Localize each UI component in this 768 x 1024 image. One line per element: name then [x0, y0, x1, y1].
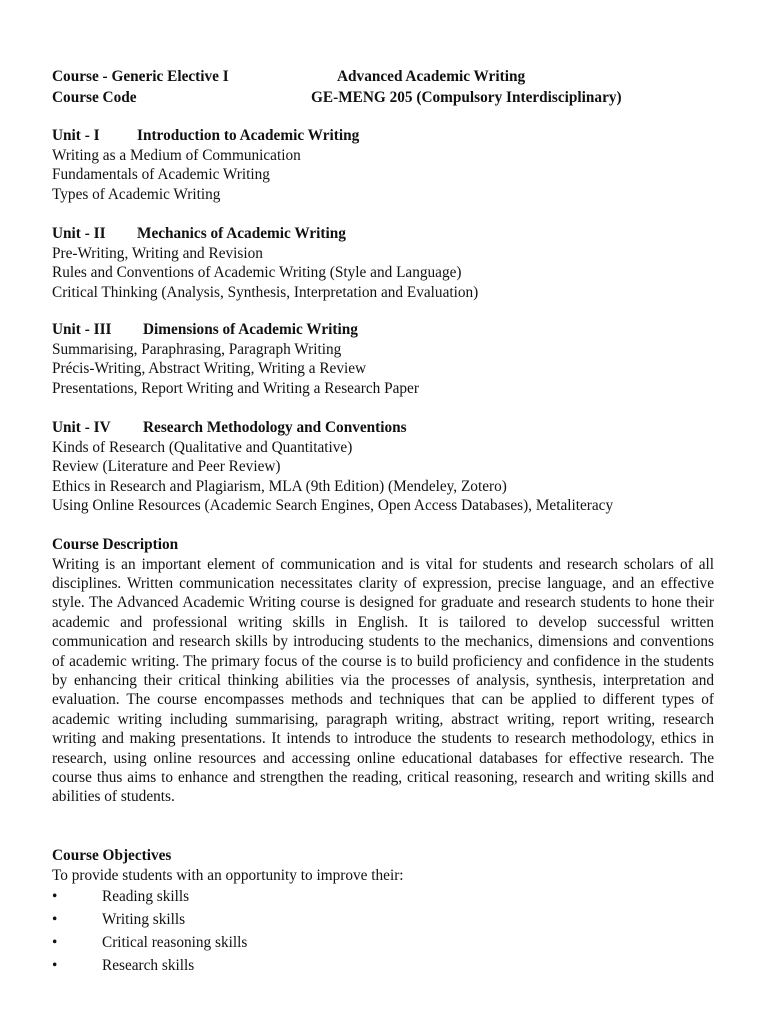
- bullet-icon: •: [52, 888, 58, 905]
- unit-4-heading: [52, 418, 714, 438]
- unit-3-item: Presentations, Report Writing and Writing a Research Paper: [52, 379, 419, 397]
- objectives-heading: Course Objectives: [52, 847, 172, 864]
- course-code-label: Course Code: [52, 89, 137, 106]
- list-item-label: Critical reasoning skills: [102, 934, 248, 951]
- list-item-label: Reading skills: [102, 888, 190, 905]
- unit-2-item: Critical Thinking (Analysis, Synthesis, Interpretation and Evaluation): [52, 283, 479, 301]
- course-label: Course - Generic Elective I: [52, 68, 229, 85]
- unit-2-item: Pre-Writing, Writing and Revision: [52, 244, 263, 262]
- list-item-label: Research skills: [102, 957, 195, 974]
- list-item-label: Writing skills: [102, 911, 186, 928]
- list-item: [52, 885, 714, 908]
- objectives-list: [52, 885, 714, 977]
- unit-1-heading: [52, 126, 714, 146]
- bullet-icon: •: [52, 957, 58, 974]
- list-item: [52, 954, 714, 977]
- unit-2-heading: [52, 224, 714, 244]
- bullet-icon: •: [52, 911, 58, 928]
- unit-3-title: Dimensions of Academic Writing: [143, 321, 358, 338]
- unit-4-title: Research Methodology and Conventions: [143, 419, 407, 436]
- unit-4-item: Ethics in Research and Plagiarism, MLA (9th Edition) (Mendeley, Zotero): [52, 477, 507, 495]
- objectives-section: [52, 846, 714, 977]
- unit-2-section: [52, 224, 714, 302]
- unit-1-item: Writing as a Medium of Communication: [52, 146, 301, 164]
- unit-2-number: Unit - II: [52, 225, 106, 242]
- description-section: [52, 535, 714, 807]
- description-paragraph: Writing is an important element of communication and is vital for students and research scholars of all disciplines. Written communication necessitates clarity of expression, precise language, and an effective style. The Advanced Academic Writing course is designed for graduate and research students to hone their academic and professional writing skills in English. It is tailored to develop successful written communication and research skills by introducing students to the mechanics, dimensions and conventions of academic writing. The primary focus of the course is to build proficiency and confidence in the students by enhancing their critical thinking abilities via the processes of analysis, synthesis, interpretation and evaluation. The course encompasses methods and techniques that can be applied to different types of academic writing including summarising, paragraph writing, abstract writing, report writing, research writing and making presentations. It intends to introduce the students to research methodology, ethics in research, using online resources and accessing online educational databases for effective research. The course thus aims to enhance and strengthen the reading, critical reasoning, research and writing skills and abilities of students.: [52, 555, 714, 806]
- unit-1-item: Fundamentals of Academic Writing: [52, 166, 270, 183]
- list-item: [52, 931, 714, 954]
- unit-4-item: Review (Literature and Peer Review): [52, 458, 281, 475]
- description-heading: Course Description: [52, 536, 179, 553]
- unit-1-section: [52, 126, 714, 204]
- bullet-icon: •: [52, 934, 58, 951]
- unit-1-number: Unit - I: [52, 127, 100, 144]
- unit-1-item: Types of Academic Writing: [52, 185, 221, 203]
- unit-4-item: Using Online Resources (Academic Search Engines, Open Access Databases), Metaliteracy: [52, 497, 614, 514]
- unit-1-title: Introduction to Academic Writing: [137, 127, 360, 144]
- course-code-value: GE-MENG 205 (Compulsory Interdisciplinary): [311, 89, 622, 106]
- unit-2-title: Mechanics of Academic Writing: [137, 225, 346, 242]
- course-title: Advanced Academic Writing: [337, 68, 526, 85]
- unit-3-heading: [52, 320, 714, 340]
- list-item: [52, 908, 714, 931]
- unit-3-item: Précis-Writing, Abstract Writing, Writing a Review: [52, 360, 367, 377]
- unit-3-number: Unit - III: [52, 321, 112, 338]
- unit-4-item: Kinds of Research (Qualitative and Quantitative): [52, 438, 353, 456]
- unit-4-section: [52, 418, 714, 516]
- unit-2-item: Rules and Conventions of Academic Writing (Style and Language): [52, 264, 462, 281]
- unit-4-number: Unit - IV: [52, 419, 111, 436]
- objectives-intro: To provide students with an opportunity to improve their:: [52, 866, 404, 884]
- unit-3-section: [52, 320, 714, 398]
- unit-3-item: Summarising, Paraphrasing, Paragraph Writing: [52, 340, 342, 358]
